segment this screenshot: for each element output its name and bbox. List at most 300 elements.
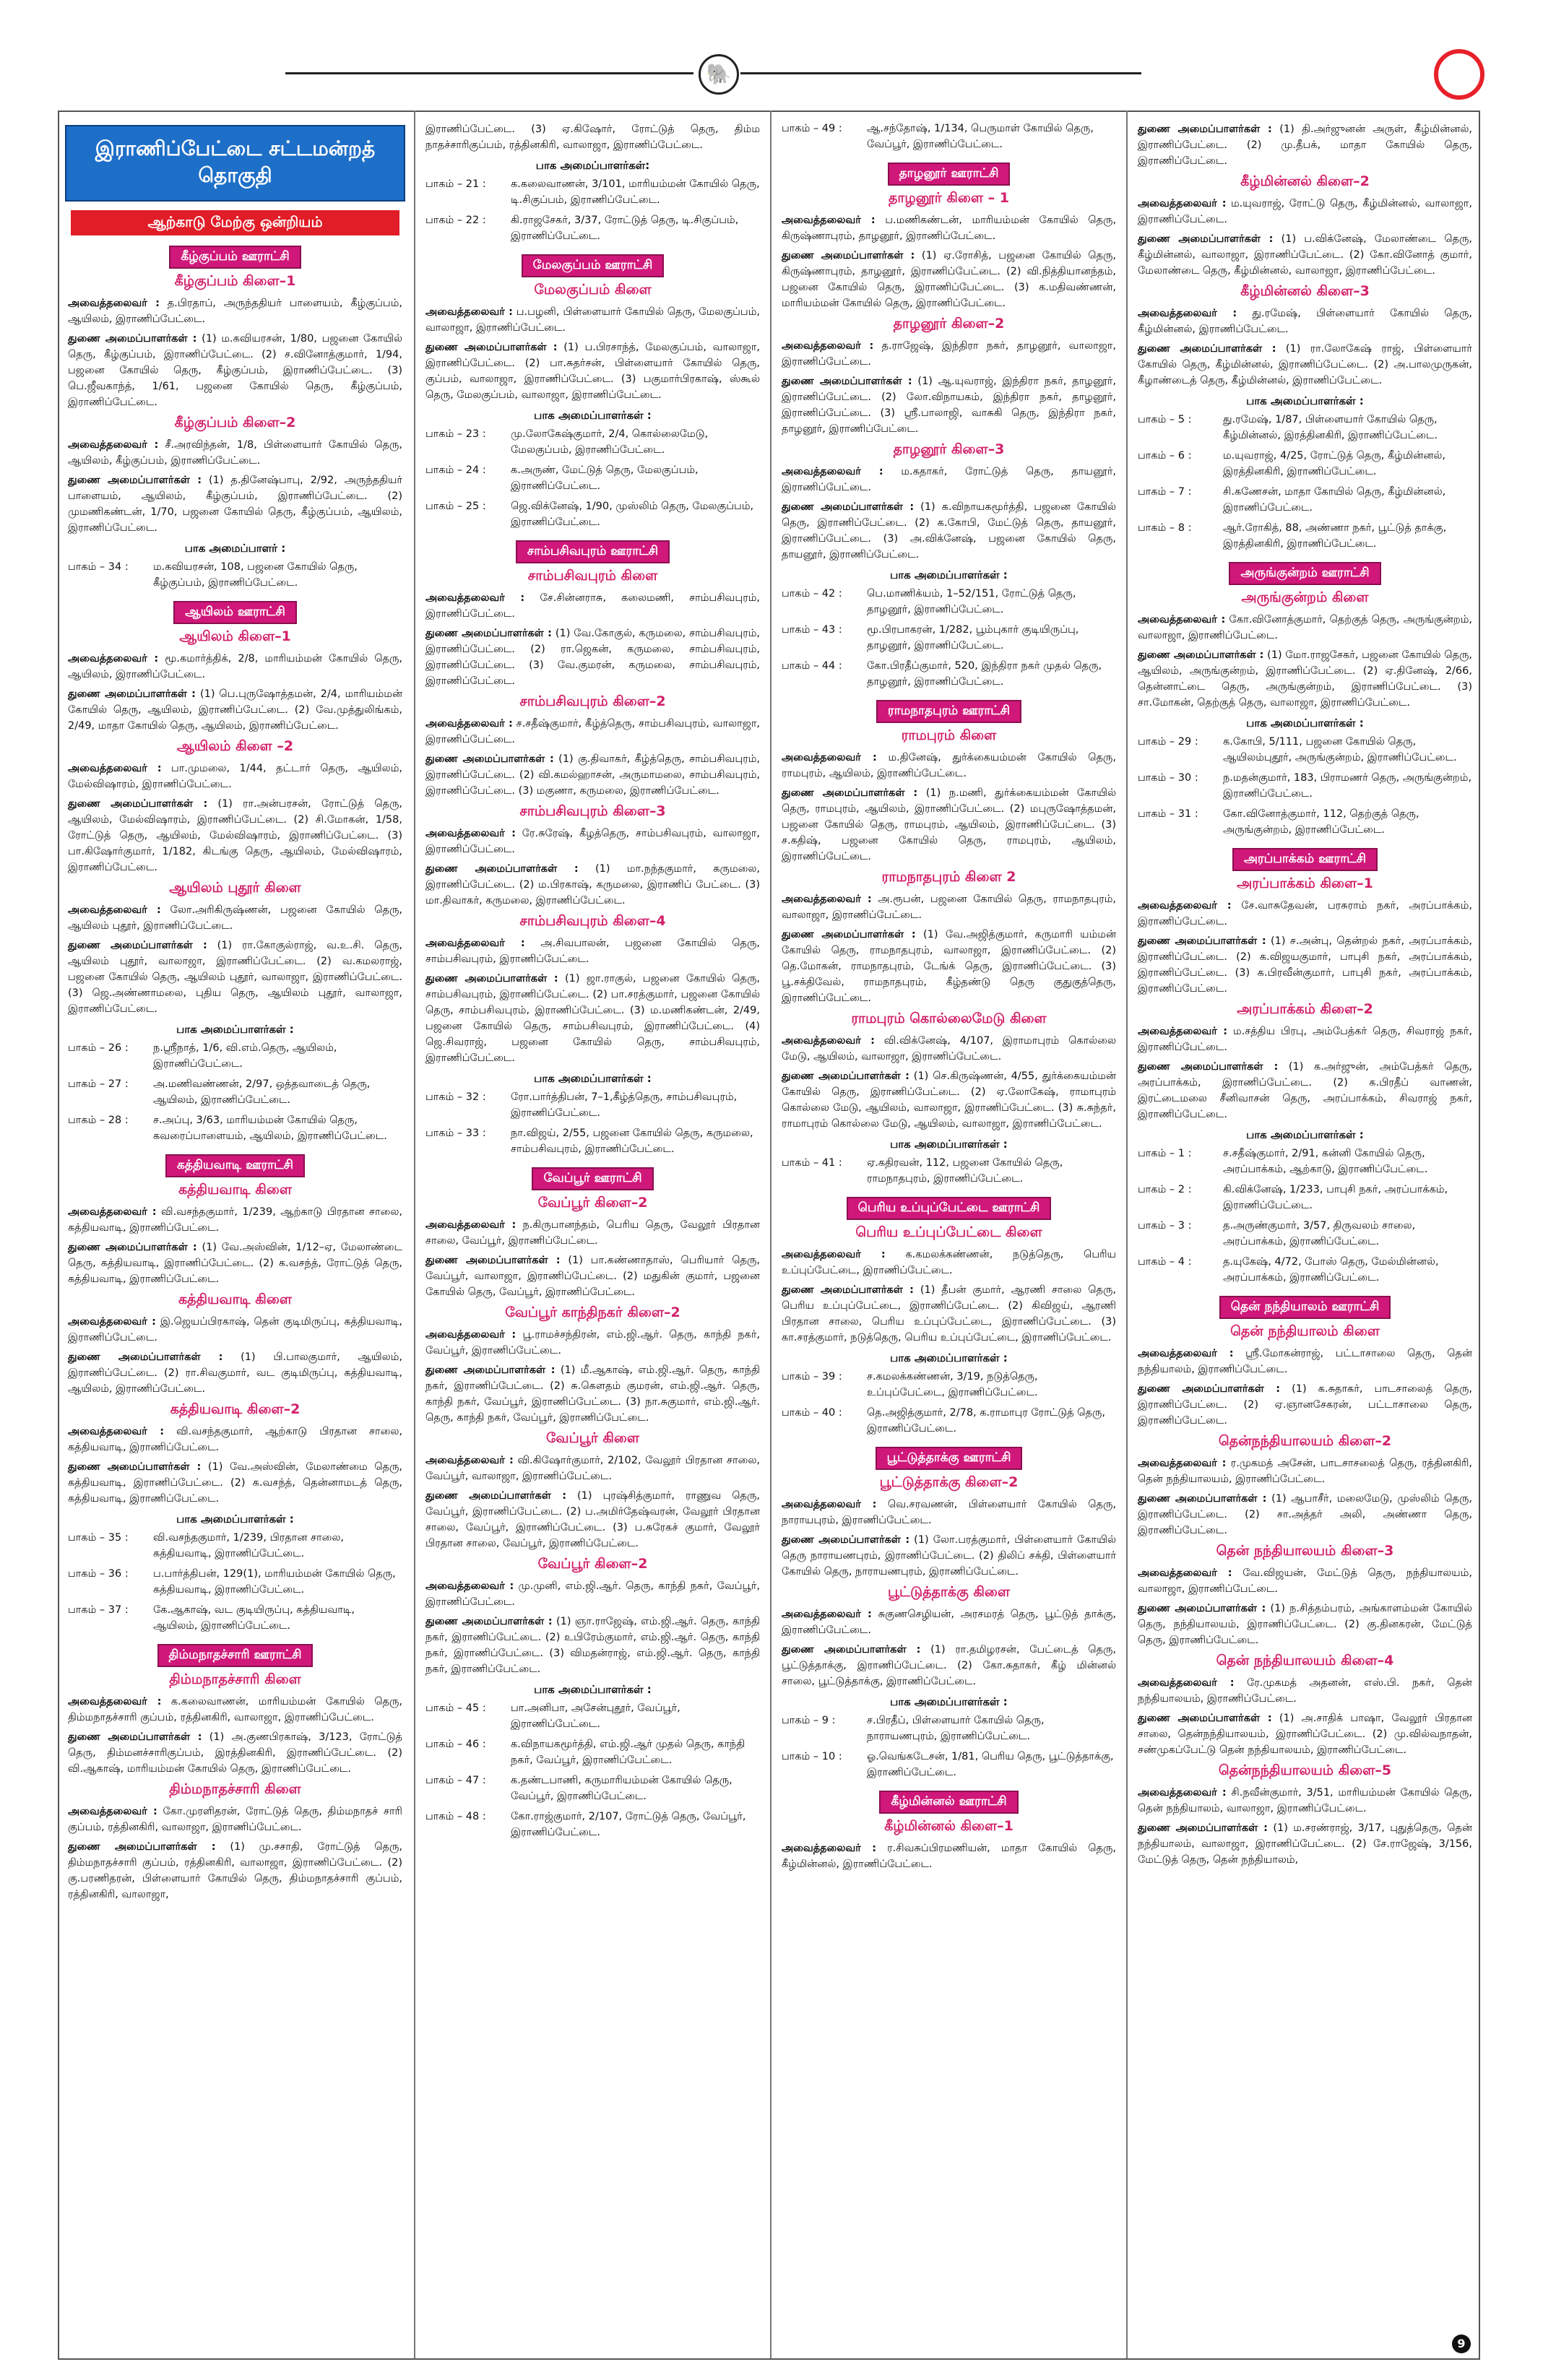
booth-entry (1138, 806, 1472, 838)
booth-entry (68, 1530, 402, 1562)
member-details: (1) ரா.அன்பரசன், ரோட்டுத் தெரு, ஆயிலம், மேல்விஷாரம், இராணிப்பேட்டை. (2) சி.மோகன், 1/58, ரோட்டுத் தெரு, ஆயிலம், மேல்விஷாரம், இராணிப்பேட்டை. (3) பா.கிஷோர்குமார், 1/182, கிடங்கு தெரு, ஆயிலம், மேல்விஷாரம், இராணிப்பேட்டை. (68, 798, 403, 873)
panchayat-heading-label: ஆயிலம் ஊராட்சி (173, 601, 297, 624)
booth-number: பாகம் – 46 : (425, 1739, 486, 1750)
branch-heading: வேப்பூர் காந்திநகர் கிளை–2 (505, 1304, 680, 1320)
branch-heading: ராமநாதபுரம் கிளை 2 (881, 869, 1016, 885)
role-label: துணை அமைப்பாளர்கள் : (425, 1364, 556, 1376)
booth-number: பாகம் – 44 : (782, 660, 842, 672)
booth-member: நா.விஜய், 2/55, பஜனை கோயில் தெரு, கருமலை, சாம்பசிவபுரம், இராணிப்பேட்டை. (511, 1128, 753, 1155)
booth-member: க.அருண், மேட்டுத் தெரு, மேலகுப்பம், இராணிப்பேட்டை. (511, 464, 699, 492)
member-details: (1) ரா.தமிழரசன், பேட்டைத் தெரு, பூட்டுத்தாக்கு, இராணிப்பேட்டை. (2) கோ.சுதாகர், கீழ் மின்னல் சாலை, பூட்டுத்தாக்கு, இராணிப்பேட்டை. (782, 1644, 1117, 1687)
member-entry (425, 590, 760, 622)
member-entry (425, 304, 760, 336)
member-entry (782, 1840, 1116, 1872)
member-entry (68, 686, 402, 734)
member-details: கோ.வினோத்குமார், தெற்குத் தெரு, அருங்குன்றம், வாலாஜா, இராணிப்பேட்டை. (1138, 614, 1473, 641)
role-label: துணை அமைப்பாளர்கள் : (68, 688, 196, 700)
member-details: (1) மோ.ராஜசேகர், பஜனை கோயில் தெரு, ஆயிலம், அருங்குன்றம், இராணிப்பேட்டை. (2) ஏ.தினேஷ், 2/66, தென்னாட்டை தெரு, அருங்குன்றம், இராணிப்பேட்டை. (3) சா.மோகன், தெற்குத் தெரு, வாலாஜா, இராணிப்பேட்டை. (1138, 649, 1473, 709)
branch-heading: கத்தியவாடி கிளை (178, 1182, 292, 1198)
member-entry (1138, 231, 1472, 279)
booth-entry (425, 1089, 760, 1121)
booth-number: பாகம் – 2 : (1138, 1184, 1192, 1195)
member-details: (1) க.அர்ஜுன், அம்பேத்கர் தெரு, அரப்பாக்கம், இராணிப்பேட்டை. (2) க.பிரதீப் வாணன், இரட்டைமலை சீனிவாசன் தெரு, அரப்பாக்கம், சிவராஜ் நகர், இராணிப்பேட்டை. (1138, 1061, 1472, 1120)
member-details: (1) பி.பாலகுமார், ஆயிலம், இராணிப்பேட்டை. (2) ரா.சிவகுமார், வட குடிமிருப்பு, கத்தியவாடி, ஆயிலம், இராணிப்பேட்டை. (68, 1351, 402, 1395)
booth-member: ந.மதன்குமார், 183, பிராமணர் தெரு, அருங்குன்றம், இராணிப்பேட்டை. (1223, 772, 1472, 800)
role-label: துணை அமைப்பாளர்கள் : (782, 1644, 921, 1656)
member-entry (68, 472, 402, 536)
role-label: அவைத்தலைவர் : (782, 1035, 875, 1047)
role-label: துணை அமைப்பாளர்கள் : (425, 863, 579, 875)
branch-heading: திம்மநாதச்சாரி கிளை (169, 1671, 301, 1687)
member-entry (1138, 933, 1472, 997)
role-label: துணை அமைப்பாளர்கள் : (425, 1616, 553, 1627)
booth-number: பாகம் – 4 : (1138, 1256, 1192, 1268)
panchayat-heading-label: கீழ்குப்பம் ஊராட்சி (169, 246, 301, 269)
role-label: துணை அமைப்பாளர்கள் : (782, 787, 918, 799)
member-details: (1) க.விநாயகமூர்த்தி, பஜனை கோயில் தெரு, இராணிப்பேட்டை. (2) க.கோபி, மேட்டுத் தெரு, தாயனூர், இராணிப்பேட்டை. (3) அ.விக்னேஷ், பஜனை கோயில் தெரு, தாயனூர், இராணிப்பேட்டை. (782, 501, 1116, 561)
booth-entry (425, 1700, 760, 1732)
member-entry (782, 1282, 1116, 1346)
header-bar (0, 0, 1543, 119)
member-entry (1138, 1455, 1472, 1487)
member-entry (782, 1532, 1116, 1580)
booth-member: ஏ.கதிரவன், 112, பஜனை கோயில் தெரு, ராமநாதபுரம், இராணிப்பேட்டை. (867, 1157, 1063, 1185)
booth-member: ச.பிரதீப், பிள்ளையார் கோயில் தெரு, நாராயணபுரம், இராணிப்பேட்டை. (867, 1715, 1045, 1742)
role-label: துணை அமைப்பாளர்கள் : (425, 1490, 567, 1502)
role-label: அவைத்தலைவர் : (425, 306, 513, 318)
role-label: துணை அமைப்பாளர்கள் : (782, 1070, 909, 1082)
booth-section-heading: பாக அமைப்பாளர்கள் : (534, 1072, 652, 1085)
booth-number: பாகம் – 9 : (782, 1715, 836, 1726)
booth-number: பாகம் – 49 : (782, 123, 842, 134)
booth-section-heading: பாக அமைப்பாளர்கள் : (534, 1683, 652, 1696)
panchayat-heading-label: ராமநாதபுரம் ஊராட்சி (876, 700, 1021, 723)
member-entry (782, 499, 1116, 563)
booth-section-heading: பாக அமைப்பாளர்கள் : (890, 568, 1008, 581)
booth-entry (425, 1736, 760, 1768)
member-entry (782, 1033, 1116, 1065)
role-label: துணை அமைப்பாளர்கள் : (425, 973, 558, 985)
member-details: சி.நவீன்குமார், 3/51, மாரியம்மன் கோயில் தெரு, தென் நந்தியாலம், வாலாஜா, இராணிப்பேட்டை. (1138, 1787, 1472, 1814)
member-entry (782, 891, 1116, 923)
booth-entry (425, 462, 760, 494)
role-label: அவைத்தலைவர் : (425, 938, 525, 949)
member-details: ம.கதாகர், ரோட்டுத் தெரு, தாயனூர், இராணிப்பேட்டை. (782, 466, 1117, 493)
member-entry (1138, 1491, 1472, 1539)
role-label: துணை அமைப்பாளர்கள் : (1138, 343, 1276, 355)
role-label: துணை அமைப்பாளர்கள் : (782, 501, 915, 513)
member-entry (425, 626, 760, 689)
member-details: ந.கிருபானந்தம், பெரிய தெரு, வேலூர் பிரதான சாலை, வேப்பூர், இராணிப்பேட்டை. (425, 1219, 760, 1247)
member-entry (1138, 1059, 1472, 1122)
member-entry (425, 1252, 760, 1300)
role-label: அவைத்தலைவர் : (425, 1219, 517, 1231)
role-label: அவைத்தலைவர் : (782, 340, 874, 352)
booth-entry (68, 1566, 402, 1598)
member-details: வி.கிஷோர்குமார், 2/102, வேலூர் பிரதான சாலை, வேப்பூர், வாலாஜா, இராணிப்பேட்டை. (425, 1455, 760, 1482)
member-entry (1138, 1785, 1472, 1817)
booth-section-heading: பாக அமைப்பாளர்கள் : (176, 1513, 294, 1526)
role-label: அவைத்தலைவர் : (68, 1206, 157, 1218)
member-entry (1138, 1601, 1472, 1648)
branch-heading: சாம்பசிவபுரம் கிளை–2 (519, 693, 666, 709)
page-title: இராணிப்பேட்டை சட்டமன்றத் தொகுதி (65, 125, 405, 202)
panchayat-heading (777, 1791, 1120, 1814)
booth-number: பாகம் – 30 : (1138, 772, 1198, 784)
member-entry (68, 938, 402, 1017)
booth-entry (68, 1112, 402, 1144)
role-label: துணை அமைப்பாளர்கள் : (782, 250, 915, 261)
branch-heading: ஆயிலம் கிளை–1 (179, 628, 291, 644)
role-label: அவைத்தலைவர் : (68, 1696, 162, 1708)
booth-entry (68, 559, 402, 591)
booth-number: பாகம் – 37 : (68, 1604, 129, 1616)
panchayat-heading-label: பெரிய உப்புப்பேட்டை ஊராட்சி (847, 1197, 1052, 1220)
member-details: வி.வசந்தகுமார், 1/239, ஆற்காடு பிரதான சாலை, கத்தியவாடி, இராணிப்பேட்டை. (68, 1206, 402, 1234)
member-details: (1) ம.சரண்ராஜ், 3/17, புதுத்தெரு, தென் நந்தியாலம், வாலாஜா, இராணிப்பேட்டை. (2) சே.ராஜேஷ், 3/156, மேட்டுத் தெரு, தென் நந்தியாலம், (1138, 1822, 1473, 1866)
booth-section-heading: பாக அமைப்பாளர்கள் : (890, 1138, 1008, 1151)
role-label: அவைத்தலைவர் : (1138, 1348, 1234, 1359)
member-details: பா.முமலை, 1/44, தட்டார் தெரு, ஆயிலம், மேல்விஷாரம், இராணிப்பேட்டை. (68, 763, 402, 790)
member-details: (1) ஞா.ராஜேஷ், எம்.ஜி.ஆர். தெரு, காந்தி நகர், இராணிப்பேட்டை. (2) உபிரேம்குமார், எம்.ஜி.ஆர். தெரு, காந்தி நகர், இராணிப்பேட்டை. (3) விமதன்ராஜ், எம்.ஜி.ஆர். தெரு, காந்தி நகர், இராணிப்பேட்டை. (425, 1616, 761, 1675)
booth-member: த.யுகேஷ், 4/72, போஸ் தெரு, மேல்மின்னல், அரப்பாக்கம், இராணிப்பேட்டை. (1223, 1256, 1439, 1284)
member-details: (1) பா.கண்ணாதாஸ், பெரியார் தெரு, வேப்பூர், வாலாஜா, இராணிப்பேட்டை. (2) மதுகின் குமார், பஜனை கோயில் தெரு, வேப்பூர், இராணிப்பேட்டை. (425, 1255, 761, 1298)
member-entry (1138, 1710, 1472, 1758)
branch-heading: திம்மநாதச்சாரி கிளை (169, 1781, 301, 1797)
role-label: அவைத்தலைவர் : (1138, 1567, 1232, 1579)
booth-number: பாகம் – 48 : (425, 1811, 486, 1822)
member-details: பூ.ராமச்சந்திரன், எம்.ஜி.ஆர். தெரு, காந்தி நகர், வேப்பூர், இராணிப்பேட்டை. (425, 1329, 760, 1356)
panchayat-heading-label: அருங்குன்றம் ஊராட்சி (1229, 562, 1380, 585)
member-entry (782, 750, 1116, 782)
booth-entry (1138, 1182, 1472, 1213)
booth-number: பாகம் – 33 : (425, 1128, 486, 1139)
booth-entry (1138, 1254, 1472, 1286)
booth-number: பாகம் – 21 : (425, 178, 486, 190)
panchayat-heading-label: சாம்பசிவபுரம் ஊராட்சி (516, 540, 670, 563)
booth-number: பாகம் – 10 : (782, 1751, 842, 1762)
panchayat-heading (64, 1154, 407, 1177)
member-details: அ.சிவபாலன், பஜனை கோயில் தெரு, சாம்பசிவபுரம், இராணிப்பேட்டை. (425, 938, 760, 965)
booth-entry (782, 1713, 1116, 1744)
member-entry (425, 1362, 760, 1426)
booth-member: கோ.வினோத்குமார், 112, தெற்குத் தெரு, அருங்குன்றம், இராணிப்பேட்டை. (1223, 808, 1419, 836)
member-details: (1) தி.அர்ஜுனன் அருள், கீழ்மின்னல், இராணிப்பேட்டை. (2) மு.தீபக், மாதா கோயில் தெரு, இராணிப்பேட்டை. (1138, 124, 1473, 167)
booth-member: கே.ஆகாஷ், வட குடியிருப்பு, கத்தியவாடி, ஆயிலம், இராணிப்பேட்டை. (153, 1604, 355, 1632)
panchayat-heading-label: திம்மநாதச்சாரி ஊராட்சி (157, 1644, 314, 1667)
member-details: (1) தீபன் குமார், ஆரணி சாலை தெரு, பெரிய உப்புப்பேட்டை, இராணிப்பேட்டை. (2) கிவிஜய், ஆரணி பிரதான சாலை, பெரிய உப்புப்பேட்டை, இராணிப்பேட்டை. (3) கா.சரத்குமார், நடுத்தெரு, பெரிய உப்புப்பேட்டை, இராணிப்பேட்டை. (782, 1284, 1116, 1343)
panchayat-heading (64, 601, 407, 624)
booth-section-heading: பாக அமைப்பாளர்கள் : (890, 1351, 1008, 1364)
member-entry (425, 1453, 760, 1484)
member-details: த.பிரதாப், அருந்ததியர் பாளையம், கீழ்குப்பம், ஆயிலம், இராணிப்பேட்டை. (68, 298, 402, 325)
member-details: (1) மு.சசாதி, ரோட்டுத் தெரு, திம்மநாதச்சாரி குப்பம், ரத்தினகிரி, வாலாஜா, இராணிப்பேட்டை. (2) கு.பரணிதரன், பிள்ளையார் கோயில் தெரு, திம்மநாதச்சாரி குப்பம், ரத்தினகிரி, வாலாஜா, (68, 1841, 403, 1900)
booth-number: பாகம் – 40 : (782, 1407, 842, 1419)
role-label: துணை அமைப்பாளர்கள் : (68, 475, 202, 486)
member-details: ம.சத்திய பிரபு, அம்பேத்கர் தெரு, சிவராஜ் நகர், இராணிப்பேட்டை. (1138, 1026, 1472, 1053)
booth-entry (68, 1076, 402, 1108)
booth-member: கி.விக்னேஷ், 1/233, பாபுசி நகர், அரப்பாக்கம், இராணிப்பேட்டை. (1223, 1184, 1448, 1211)
role-label: அவைத்தலைவர் : (68, 653, 159, 665)
role-label: அவைத்தலைவர் : (782, 1843, 877, 1854)
role-label: அவைத்தலைவர் : (68, 1426, 165, 1437)
booth-number: பாகம் – 29 : (1138, 736, 1198, 748)
branch-heading: கீழ்குப்பம் கிளை–2 (174, 415, 296, 430)
role-label: அவைத்தலைவர் : (68, 763, 162, 774)
booth-member: அ.மணிவண்ணன், 2/97, ஒத்தவாடைத் தெரு, ஆயிலம், இராணிப்பேட்டை. (153, 1078, 371, 1106)
branch-heading: பூட்டுத்தாக்கு கிளை (887, 1584, 1011, 1600)
branch-heading: தாழனூர் கிளை – 1 (889, 190, 1009, 206)
booth-section-heading: பாக அமைப்பாளர்கள் : (1246, 394, 1364, 407)
role-label: அவைத்தலைவர் : (1138, 1458, 1227, 1469)
member-entry (782, 1247, 1116, 1278)
member-details: ப.பழனி, பிள்ளையார் கோயில் தெரு, மேலகுப்பம், வாலாஜா, இராணிப்பேட்டை. (425, 306, 760, 334)
member-entry (782, 1068, 1116, 1132)
member-details: (1) கு.திவாகர், கீழ்த்தெரு, சாம்பசிவபுரம், இராணிப்பேட்டை. (2) வி.கமல்ஹாசன், அருமாமலை, சாம்பசிவபுரம், இராணிப்பேட்டை. (3) மகுணா, கருமலை, இராணிப்பேட்டை. (425, 753, 760, 797)
member-entry (68, 1239, 402, 1287)
role-label: துணை அமைப்பாளர்கள் : (425, 628, 552, 639)
booth-number: பாகம் – 8 : (1138, 522, 1192, 534)
booth-number: பாகம் – 1 : (1138, 1148, 1192, 1159)
booth-entry (782, 121, 1116, 152)
header-rule-right (740, 72, 1141, 74)
branch-heading: தாழனூர் கிளை–3 (893, 441, 1005, 457)
booth-member: ப.பார்த்திபன், 129(1), மாரியம்மன் கோயில் தெரு, கத்தியவாடி, இராணிப்பேட்டை. (153, 1568, 396, 1596)
member-details: ப.மணிகண்டன், மாரியம்மன் கோயில் தெரு, கிருஷ்ணாபுரம், தாழனூர், இராணிப்பேட்டை. (782, 215, 1116, 242)
column-4 (1133, 119, 1477, 2344)
booth-member: ஜெ.விக்னேஷ், 1/90, முஸ்லிம் தெரு, மேலகுப்பம், இராணிப்பேட்டை. (511, 501, 754, 528)
role-label: துணை அமைப்பாளர்கள் : (425, 753, 554, 765)
booth-member: சி.கணேசன், மாதா கோயில் தெரு, கீழ்மின்னல், இராணிப்பேட்டை. (1223, 486, 1446, 514)
booth-entry (1138, 448, 1472, 480)
branch-heading: மேலகுப்பம் கிளை (534, 282, 652, 298)
booth-number: பாகம் – 22 : (425, 215, 486, 226)
member-details: சீ.அரவிந்தன், 1/8, பிள்ளையார் கோயில் தெரு, ஆயிலம், கீழ்குப்பம், இராணிப்பேட்டை. (68, 439, 402, 467)
branch-heading: அரப்பாக்கம் கிளை–1 (1237, 875, 1373, 891)
booth-section-heading: பாக அமைப்பாளர்கள் : (534, 409, 652, 422)
booth-number: பாகம் – 32 : (425, 1091, 486, 1103)
role-label: அவைத்தலைவர் : (425, 718, 513, 730)
booth-number: பாகம் – 5 : (1138, 414, 1192, 425)
booth-entry (1138, 412, 1472, 443)
member-details: வி.விக்னேஷ், 4/107, இராமாபுரம் கொல்லை மேடு, ஆயிலம், வாலாஜா, இராணிப்பேட்டை. (782, 1035, 1116, 1063)
member-entry (782, 785, 1116, 865)
booth-section-heading: பாக அமைப்பாளர்கள் : (890, 1695, 1008, 1708)
booth-number: பாகம் – 47 : (425, 1775, 486, 1786)
member-details: (1) மா.நந்தகுமார், கருமலை, இராணிப்பேட்டை. (2) ம.பிரகாஷ், கருமலை, இராணிப் பேட்டை. (3) மா.திவாகர், கருமலை, இராணிப்பேட்டை. (425, 863, 760, 906)
role-label: துணை அமைப்பாளர்கள் : (1138, 1603, 1266, 1614)
role-label: அவைத்தலைவர் : (1138, 1787, 1227, 1799)
booth-member: க.தண்டபாணி, கருமாரியம்மன் கோயில் தெரு, வேப்பூர், இராணிப்பேட்டை. (511, 1775, 732, 1802)
booth-member: ச.கமலக்கண்ணன், 3/19, நடுத்தெரு, உப்புப்பேட்டை, இராணிப்பேட்டை. (867, 1371, 1038, 1398)
booth-member: மு.லோகேஷ்குமார், 2/4, கொல்லைமேடு, மேலகுப்பம், இராணிப்பேட்டை. (511, 428, 709, 456)
member-details: வெ.சரவணன், பிள்ளையார் கோயில் தெரு, நாராயபுரம், இராணிப்பேட்டை. (782, 1499, 1116, 1526)
booth-entry (782, 1155, 1116, 1187)
role-label: அவைத்தலைவர் : (425, 1329, 517, 1341)
booth-member: மூ.பிரபாகரன், 1/282, பூம்புகார் குடியிருப்பு, தாழனூர், இராணிப்பேட்டை. (867, 624, 1079, 652)
member-entry (782, 338, 1116, 370)
role-label: அவைத்தலைவர் : (68, 904, 161, 916)
role-label: துணை அமைப்பாளர்கள் : (1138, 1061, 1279, 1073)
member-details: (1) ஏ.ரோசித், பஜனை கோயில் தெரு, கிருஷ்ணாபுரம், தாழனூர், இராணிப்பேட்டை. (2) வி.நித்தியானந்தம், பஜனை கோயில் தெரு, இராணிப்பேட்டை. (3) க.மதிவண்ணன், மாரியம்மன் கோயில் தெரு, இராணிப்பேட்டை. (782, 250, 1117, 309)
member-details: த.ராஜேஷ், இந்திரா நகர், தாழனூர், வாலாஜா, இராணிப்பேட்டை. (782, 340, 1116, 368)
member-entry (1138, 196, 1472, 228)
booth-member: க.கலைவாணன், 3/101, மாரியம்மன் கோயில் தெரு, டி.சிகுப்பம், இராணிப்பேட்டை. (511, 178, 760, 206)
panchayat-heading (777, 700, 1120, 723)
member-details: (1) புரஷ்சித்குமார், ராணுவ தெரு, வேப்பூர், இராணிப்பேட்டை. (2) ப.அமிர்தேஷ்வரன், வேலூர் பிரதான சாலை, வேப்பூர், இராணிப்பேட்டை. (3) ப.சுரேகச் குமார், வேலூர் பிரதான சாலை, வேப்பூர், இராணிப்பேட்டை. (425, 1490, 760, 1549)
booth-entry (68, 1040, 402, 1072)
role-label: துணை அமைப்பாளர்கள் : (68, 333, 197, 345)
branch-heading: ஆயிலம் புதூர் கிளை (169, 880, 301, 896)
member-details: சுகுணசெழியன், அரசமரத் தெரு, பூட்டுத் தாக்கு, இராணிப்பேட்டை. (782, 1609, 1117, 1636)
branch-heading: தென்நந்தியாலயம் கிளை–2 (1218, 1433, 1392, 1449)
member-details: (1) ச.அன்பு, தென்றல் நகர், அரப்பாக்கம், இராணிப்பேட்டை. (2) க.விஜயகுமார், பாபுசி நகர், அரப்பாக்கம், இராணிப்பேட்டை. (3) க.பிரவீன்குமார், பாபுசி நகர், அரப்பாக்கம், இராணிப்பேட்டை. (1138, 935, 1472, 995)
member-entry (425, 1488, 760, 1552)
booth-number: பாகம் – 39 : (782, 1371, 842, 1382)
member-details: (1) வே.கோகுல், கருமலை, சாம்பசிவபுரம், இராணிப்பேட்டை. (2) ரா.ஜெகன், கருமலை, சாம்பசிவபுரம், இராணிப்பேட்டை. (3) வே.குமரன், கருமலை, சாம்பசிவபுரம், இராணிப்பேட்டை. (425, 628, 761, 687)
member-details: ரே.சுரேஷ், கீழத்தெரு, சாம்பசிவபுரம், வாலாஜா, இராணிப்பேட்டை. (425, 828, 760, 855)
branch-heading: ராமபுரம் கொல்லைமேடு கிளை (851, 1011, 1047, 1026)
corner-circle-icon (1434, 49, 1484, 100)
member-details: (1) ரா.கோகுல்ராஜ், வ.உ.சி. தெரு, ஆயிலம் புதூர், வாலாஜா, இராணிப்பேட்டை. (2) வ.கமலராஜ், பஜனை கோயில் தெரு, ஆயிலம் புதூர், வாலாஜா, இராணிப்பேட்டை. (3) ஜெ.அண்ணாமலை, புதிய தெரு, ஆயிலம் புதூர், வாலாஜா, இராணிப்பேட்டை. (68, 940, 402, 1015)
panchayat-heading-label: தாழனூர் ஊராட்சி (888, 163, 1011, 186)
booth-section-heading: பாக அமைப்பாளர்கள் : (1246, 1128, 1364, 1141)
role-label: அவைத்தலைவர் : (425, 1455, 514, 1466)
role-label: அவைத்தலைவர் : (1138, 614, 1226, 626)
booth-member: பா.அனிபா, அசேன்புதூர், வேப்பூர், இராணிப்பேட்டை. (511, 1702, 680, 1730)
branch-heading: கத்தியவாடி கிளை (178, 1291, 292, 1307)
column-divider (414, 111, 415, 2358)
role-label: துணை அமைப்பாளர்கள் : (782, 929, 916, 940)
member-details: இ.ஜெயப்பிரகாஷ், தென் குடிமிருப்பு, கத்தியவாடி, இராணிப்பேட்டை. (68, 1316, 403, 1343)
role-label: அவைத்தலைவர் : (782, 466, 883, 477)
member-entry (425, 751, 760, 799)
branch-heading: தாழனூர் கிளை–2 (893, 316, 1005, 332)
column-body (777, 121, 1120, 1872)
column-body (1133, 121, 1477, 1868)
member-details: (1) ஆ.யுவராஜ், இந்திரா நகர், தாழனூர், இராணிப்பேட்டை. (2) லோ.விநாயகம், இந்திரா நகர், தாழனூர், இராணிப்பேட்டை. (3) ஸ்ரீ.பாலாஜி, வாசுகி தெரு, இந்திரா நகர், தாழனூர், இராணிப்பேட்டை. (782, 376, 1116, 435)
member-entry (425, 121, 760, 153)
member-entry (782, 464, 1116, 496)
booth-member: து.ரமேஷ், 1/87, பிள்ளையார் கோயில் தெரு, கீழ்மின்னல், இரத்தினகிரி, இராணிப்பேட்டை. (1223, 414, 1438, 441)
booth-section-heading: பாக அமைப்பாளர் : (184, 542, 286, 555)
booth-entry (425, 1773, 760, 1804)
role-label: அவைத்தலைவர் : (1138, 308, 1237, 319)
booth-number: பாகம் – 23 : (425, 428, 486, 440)
member-entry (1138, 647, 1472, 711)
booth-member: வி.வசந்தகுமார், 1/239, பிரதான சாலை, கத்தியவாடி, இராணிப்பேட்டை. (153, 1532, 344, 1559)
role-label: துணை அமைப்பாளர்கள் : (68, 1242, 197, 1253)
role-label: துணை அமைப்பாளர்கள் : (425, 1255, 561, 1266)
member-details: (1) ந.சித்தம்பரம், அங்காளம்மன் கோயில் தெரு, நந்தியாலயம், இராணிப்பேட்டை. (2) கு.தினகரன், மேட்டுத் தெரு, இராணிப்பேட்டை. (1138, 1603, 1472, 1646)
role-label: துணை அமைப்பாளர்கள் : (1138, 935, 1266, 947)
booth-number: பாகம் – 26 : (68, 1042, 129, 1054)
member-entry (68, 331, 402, 410)
member-details: மு.முனி, எம்.ஜி.ஆர். தெரு, காந்தி நகர், வேப்பூர், இராணிப்பேட்டை. (425, 1580, 760, 1608)
member-entry (68, 437, 402, 469)
member-entry (68, 902, 402, 934)
booth-member: கி.ராஜசேகர், 3/37, ரோட்டுத் தெரு, டி.சிகுப்பம், இராணிப்பேட்டை. (511, 215, 739, 242)
booth-member: ச.அப்பு, 3/63, மாரியம்மன் கோயில் தெரு, கவரைப்பாளையம், ஆயிலம், இராணிப்பேட்டை. (153, 1115, 387, 1142)
branch-heading: பூட்டுத்தாக்கு கிளை–2 (879, 1474, 1019, 1490)
booth-entry (68, 1602, 402, 1634)
booth-number: பாகம் – 24 : (425, 464, 486, 476)
role-label: அவைத்தலைவர் : (1138, 198, 1227, 209)
booth-member: ந.ஸ்ரீநாத், 1/6, வி.எம்.தெரு, ஆயிலம், இராணிப்பேட்டை. (153, 1042, 337, 1070)
booth-number: பாகம் – 45 : (425, 1702, 486, 1714)
booth-member: தெ.அஜித்குமார், 2/78, க.ராமாபுர ரோட்டுத் தெரு, இராணிப்பேட்டை. (867, 1407, 1106, 1435)
booth-entry (1138, 520, 1472, 552)
member-entry (425, 1578, 760, 1610)
role-label: துணை அமைப்பாளர்கள் : (1138, 1383, 1281, 1395)
column-3 (777, 119, 1120, 2344)
member-details: (1) த.தினேஷ்பாபு, 2/92, அருந்ததியர் பாளையம், ஆயிலம், கீழ்குப்பம், இராணிப்பேட்டை. (2) முமணிகண்டன், 1/70, பஜனை கோயில் தெரு, கீழ்குப்பம், ஆயிலம், இராணிப்பேட்டை. (68, 475, 403, 534)
role-label: அவைத்தலைவர் : (782, 893, 872, 905)
member-details: (1) வே.அஸ்வின், மேலாண்மை தெரு, கத்தியவாடி, இராணிப்பேட்டை. (2) க.வசந்த், தென்னாமடத் தெரு, கத்தியவாடி, இராணிப்பேட்டை. (68, 1461, 403, 1505)
member-details: சே.சின்னராசு, கலைமணி, சாம்பசிவபுரம், இராணிப்பேட்டை. (425, 592, 760, 620)
booth-member: பெ.மாணிக்யம், 1–52/151, ரோட்டுத் தெரு, தாழனூர், இராணிப்பேட்டை. (867, 588, 1076, 615)
member-entry (425, 971, 760, 1066)
member-entry (782, 927, 1116, 1006)
member-entry (1138, 1820, 1472, 1868)
member-entry (782, 248, 1116, 311)
panchayat-heading (421, 254, 764, 277)
member-details: (1) லோ.பரத்குமார், பிள்ளையார் கோயில் தெரு நாராயணபுரம், இராணிப்பேட்டை. (2) திலிப் சக்தி, பிள்ளையார் கோயில் தெரு, நாராயணபுரம், இராணிப்பேட்டை. (782, 1534, 1116, 1578)
member-entry (425, 339, 760, 403)
member-details: (1) பெ.புருஷோத்தமன், 2/4, மாரியம்மன் கோயில் தெரு, ஆயிலம், இராணிப்பேட்டை. (2) வே.முத்துலிங்கம், 2/49, மாதா கோயில் தெரு, ஆயிலம், இராணிப்பேட்டை. (68, 688, 403, 732)
panchayat-heading-label: மேலகுப்பம் ஊராட்சி (522, 254, 665, 277)
member-entry (68, 761, 402, 792)
branch-heading: ராமபுரம் கிளை (901, 727, 997, 743)
role-label: அவைத்தலைவர் : (68, 298, 160, 309)
member-entry (1138, 121, 1472, 169)
role-label: துணை அமைப்பாளர்கள் : (68, 1461, 202, 1473)
member-entry (1138, 306, 1472, 337)
member-details: மூ.கமார்த்திக், 2/8, மாரியம்மன் கோயில் தெரு, ஆயிலம், இராணிப்பேட்டை. (68, 653, 403, 680)
role-label: துணை அமைப்பாளர்கள் : (68, 798, 208, 810)
role-label: துணை அமைப்பாளர்கள் : (68, 1351, 223, 1363)
column-1 (64, 119, 407, 2344)
booth-entry (782, 586, 1116, 618)
role-label: துணை அமைப்பாளர்கள் : (1138, 124, 1272, 135)
booth-entry (1138, 1218, 1472, 1250)
member-entry (425, 1327, 760, 1359)
column-divider (1126, 111, 1128, 2358)
role-label: துணை அமைப்பாளர்கள் : (1138, 1822, 1268, 1834)
role-label: துணை அமைப்பாளர்கள் : (782, 1284, 914, 1296)
member-details: (1) அ.குணபிரகாஷ், 3/123, ரோட்டுத் தெரு, திம்மனச்சாரிகுப்பம், இரத்தினகிரி, இராணிப்பேட்டை. (2) வி.ஆகாஷ், மாரியம்மன் கோயில் தெரு, இராணிப்பேட்டை. (68, 1731, 402, 1775)
panchayat-heading-label: கீழ்மின்னல் ஊராட்சி (879, 1791, 1018, 1814)
branch-heading: வேப்பூர் கிளை–2 (537, 1195, 648, 1211)
branch-heading: கத்தியவாடி கிளை–2 (170, 1401, 301, 1417)
role-label: துணை அமைப்பாளர்கள் : (68, 1841, 216, 1853)
booth-number: பாகம் – 7 : (1138, 486, 1192, 498)
role-label: அவைத்தலைவர் : (425, 592, 525, 604)
member-entry (68, 796, 402, 875)
member-details: ஸ்ரீ.மோகன்ராஜ், பட்டாசாலை தெரு, தென் நந்தியாலம், இராணிப்பேட்டை. (1138, 1348, 1472, 1375)
booth-entry (425, 1125, 760, 1157)
booth-entry (782, 1749, 1116, 1780)
member-entry (68, 1349, 402, 1397)
member-details: (1) ஆபாசீர், மலைமேடு, முஸ்லிம் தெரு, இராணிப்பேட்டை. (2) சா.அத்தர் அலி, அண்ணா தெரு, இராணிப்பேட்டை. (1138, 1493, 1472, 1536)
booth-number: பாகம் – 25 : (425, 501, 486, 512)
member-entry (782, 1642, 1116, 1689)
panchayat-heading (777, 1447, 1120, 1470)
panchayat-heading-label: கத்தியவாடி ஊராட்சி (165, 1154, 305, 1177)
booth-entry (425, 498, 760, 530)
member-entry (1138, 341, 1472, 389)
member-details: (1) ப.பிரசாந்த், மேலகுப்பம், வாலாஜா, இராணிப்பேட்டை. (2) பா.சுதர்சன், பிள்ளையார் கோயில் தெரு, குப்பம், வாலாஜா, இராணிப்பேட்டை. (3) பகுமார்பிரகாஷ், ஸ்கூல் தெரு, மேலகுப்பம், வாலாஜா, இராணிப்பேட்டை. (425, 342, 760, 401)
